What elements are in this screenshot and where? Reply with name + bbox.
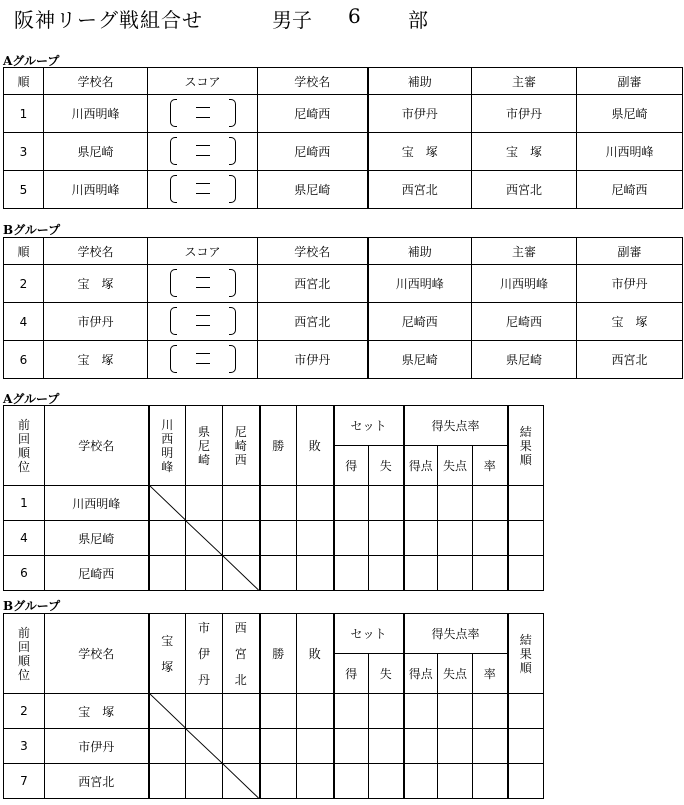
standings-a-table — [3, 405, 544, 591]
header-set-won: 得 — [334, 654, 369, 694]
result-cell — [508, 556, 544, 591]
match-order: 1 — [4, 95, 44, 133]
header-prev-rank — [4, 406, 45, 486]
sub-referee-team: 川西明峰 — [577, 133, 683, 171]
points-for-cell — [404, 729, 438, 764]
header-opponent — [149, 406, 186, 486]
result-cell — [186, 694, 223, 729]
match-order: 3 — [4, 133, 44, 171]
points-against-cell — [438, 556, 473, 591]
win-cell — [260, 764, 297, 799]
header-prev-rank — [4, 614, 45, 694]
header-team1: 学校名 — [44, 238, 148, 265]
header-point-ratio: 得失点率 — [404, 406, 508, 446]
rate-cell — [473, 694, 508, 729]
prev-rank: 2 — [4, 694, 45, 729]
diagonal-cell — [149, 486, 186, 521]
header-opponent — [223, 614, 260, 694]
referee-team: 宝 塚 — [472, 133, 577, 171]
team1-name: 川西明峰 — [44, 95, 148, 133]
assist-team: 川西明峰 — [368, 265, 472, 303]
header-referee: 主審 — [472, 68, 577, 95]
loss-cell — [297, 729, 334, 764]
loss-cell — [297, 486, 334, 521]
set-won-cell — [334, 486, 369, 521]
score-cell — [148, 341, 258, 379]
result-cell — [508, 486, 544, 521]
prev-rank: 1 — [4, 486, 45, 521]
header-set: セット — [334, 614, 404, 654]
set-won-cell — [334, 556, 369, 591]
result-cell — [508, 521, 544, 556]
school-name: 県尼崎 — [45, 521, 149, 556]
score-cell — [148, 133, 258, 171]
set-lost-cell — [369, 729, 404, 764]
set-lost-cell — [369, 764, 404, 799]
set-lost-cell — [369, 486, 404, 521]
schedule-b-group-label: Bグループ — [3, 223, 61, 237]
prev-rank: 3 — [4, 729, 45, 764]
diagonal-cell — [223, 764, 260, 799]
diagonal-cell — [186, 729, 223, 764]
match-row — [4, 95, 683, 133]
header-row — [4, 68, 683, 95]
score-bracket — [168, 135, 238, 165]
gender-label: 男子 — [272, 8, 312, 32]
header-points-against: 失点 — [438, 446, 473, 486]
header-set-lost: 失 — [369, 446, 404, 486]
points-for-cell — [404, 556, 438, 591]
header-row-top — [4, 406, 544, 446]
header-point-ratio: 得失点率 — [404, 614, 508, 654]
set-won-cell — [334, 764, 369, 799]
vertical-text: 前 回 順 位 — [17, 417, 30, 474]
schedule-b-table — [3, 237, 683, 379]
loss-cell — [297, 556, 334, 591]
win-cell — [260, 694, 297, 729]
score-cell — [148, 95, 258, 133]
header-rate: 率 — [473, 446, 508, 486]
header-school: 学校名 — [45, 406, 149, 486]
prev-rank: 6 — [4, 556, 45, 591]
result-cell — [149, 521, 186, 556]
set-won-cell — [334, 694, 369, 729]
score-bracket — [168, 343, 238, 373]
result-cell — [508, 694, 544, 729]
schedule-a-group-label: Aグループ — [3, 54, 60, 68]
win-cell — [260, 521, 297, 556]
result-cell — [223, 729, 260, 764]
loss-cell — [297, 764, 334, 799]
points-for-cell — [404, 764, 438, 799]
vertical-text: 尼 崎 西 — [234, 424, 247, 467]
assist-team: 宝 塚 — [368, 133, 472, 171]
points-for-cell — [404, 521, 438, 556]
standing-row — [4, 486, 544, 521]
points-against-cell — [438, 729, 473, 764]
set-lost-cell — [369, 556, 404, 591]
diagonal-line — [223, 556, 259, 590]
sub-referee-team: 西宮北 — [577, 341, 683, 379]
header-set-lost: 失 — [369, 654, 404, 694]
header-row — [4, 238, 683, 265]
result-cell — [149, 764, 186, 799]
header-loss: 敗 — [297, 614, 334, 694]
match-row — [4, 133, 683, 171]
points-for-cell — [404, 486, 438, 521]
result-cell — [223, 694, 260, 729]
score-cell — [148, 303, 258, 341]
win-cell — [260, 729, 297, 764]
vertical-text: 前 回 順 位 — [17, 625, 30, 682]
header-score: スコア — [148, 68, 258, 95]
team1-name: 市伊丹 — [44, 303, 148, 341]
assist-team: 尼崎西 — [368, 303, 472, 341]
header-sub-referee: 副審 — [577, 238, 683, 265]
sub-referee-team: 尼崎西 — [577, 171, 683, 209]
score-bracket — [168, 267, 238, 297]
header-order: 順 — [4, 238, 44, 265]
diagonal-line — [223, 764, 259, 798]
referee-team: 県尼崎 — [472, 341, 577, 379]
header-assist: 補助 — [368, 238, 472, 265]
title-text: 阪神リーグ戦組合せ — [14, 8, 203, 32]
header-set: セット — [334, 406, 404, 446]
header-result — [508, 406, 544, 486]
prev-rank: 7 — [4, 764, 45, 799]
set-won-cell — [334, 521, 369, 556]
score-cell — [148, 171, 258, 209]
header-row-top — [4, 614, 544, 654]
team1-name: 宝 塚 — [44, 341, 148, 379]
sub-referee-team: 県尼崎 — [577, 95, 683, 133]
result-cell — [186, 556, 223, 591]
header-team1: 学校名 — [44, 68, 148, 95]
school-name: 西宮北 — [45, 764, 149, 799]
sub-referee-team: 宝 塚 — [577, 303, 683, 341]
standing-row — [4, 694, 544, 729]
team2-name: 尼崎西 — [258, 95, 368, 133]
header-team2: 学校名 — [258, 238, 368, 265]
team2-name: 西宮北 — [258, 265, 368, 303]
standings-b-group-label: Bグループ — [3, 599, 61, 613]
diagonal-line — [186, 521, 222, 555]
schedule-a-table — [3, 67, 683, 209]
vertical-text: 川 西 明 峰 — [161, 417, 174, 474]
diagonal-cell — [186, 521, 223, 556]
header-opponent — [186, 614, 223, 694]
standing-row — [4, 521, 544, 556]
diagonal-line — [150, 694, 186, 728]
match-order: 4 — [4, 303, 44, 341]
score-bracket — [168, 97, 238, 127]
match-row — [4, 171, 683, 209]
header-sub-referee: 副審 — [577, 68, 683, 95]
standing-row — [4, 556, 544, 591]
assist-team: 市伊丹 — [368, 95, 472, 133]
result-cell — [223, 486, 260, 521]
rate-cell — [473, 521, 508, 556]
team2-name: 尼崎西 — [258, 133, 368, 171]
team1-name: 宝 塚 — [44, 265, 148, 303]
rate-cell — [473, 486, 508, 521]
standings-a-group-label: Aグループ — [3, 392, 60, 406]
team1-name: 県尼崎 — [44, 133, 148, 171]
vertical-text: 県 尼 崎 — [197, 424, 210, 467]
match-row — [4, 265, 683, 303]
match-order: 6 — [4, 341, 44, 379]
rate-cell — [473, 729, 508, 764]
score-cell — [148, 265, 258, 303]
standing-row — [4, 764, 544, 799]
referee-team: 市伊丹 — [472, 95, 577, 133]
team2-name: 県尼崎 — [258, 171, 368, 209]
rate-cell — [473, 764, 508, 799]
points-against-cell — [438, 764, 473, 799]
header-score: スコア — [148, 238, 258, 265]
vertical-text: 市 伊 丹 — [197, 620, 210, 687]
result-cell — [186, 486, 223, 521]
division-label: 部 — [408, 8, 428, 32]
header-school: 学校名 — [45, 614, 149, 694]
win-cell — [260, 556, 297, 591]
diagonal-line — [186, 729, 222, 763]
header-rate: 率 — [473, 654, 508, 694]
header-points-for: 得点 — [404, 446, 438, 486]
header-points-for: 得点 — [404, 654, 438, 694]
header-win: 勝 — [260, 614, 297, 694]
diagonal-cell — [223, 556, 260, 591]
set-won-cell — [334, 729, 369, 764]
team2-name: 市伊丹 — [258, 341, 368, 379]
assist-team: 県尼崎 — [368, 341, 472, 379]
loss-cell — [297, 521, 334, 556]
header-assist: 補助 — [368, 68, 472, 95]
vertical-text: 西 宮 北 — [234, 620, 247, 687]
header-points-against: 失点 — [438, 654, 473, 694]
match-row — [4, 303, 683, 341]
points-for-cell — [404, 694, 438, 729]
standings-b-table — [3, 613, 544, 799]
score-bracket — [168, 305, 238, 335]
loss-cell — [297, 694, 334, 729]
set-lost-cell — [369, 694, 404, 729]
header-referee: 主審 — [472, 238, 577, 265]
result-cell — [149, 556, 186, 591]
referee-team: 尼崎西 — [472, 303, 577, 341]
header-opponent — [149, 614, 186, 694]
result-cell — [508, 764, 544, 799]
vertical-text: 結 果 順 — [519, 424, 532, 467]
division-number: 6 — [348, 4, 361, 28]
rate-cell — [473, 556, 508, 591]
header-order: 順 — [4, 68, 44, 95]
school-name: 市伊丹 — [45, 729, 149, 764]
points-against-cell — [438, 486, 473, 521]
header-team2: 学校名 — [258, 68, 368, 95]
page-title — [14, 4, 203, 33]
school-name: 宝 塚 — [45, 694, 149, 729]
referee-team: 川西明峰 — [472, 265, 577, 303]
referee-team: 西宮北 — [472, 171, 577, 209]
header-win: 勝 — [260, 406, 297, 486]
diagonal-line — [150, 486, 186, 520]
win-cell — [260, 486, 297, 521]
header-loss: 敗 — [297, 406, 334, 486]
vertical-text: 結 果 順 — [519, 632, 532, 675]
school-name: 尼崎西 — [45, 556, 149, 591]
team2-name: 西宮北 — [258, 303, 368, 341]
result-cell — [149, 729, 186, 764]
score-bracket — [168, 173, 238, 203]
match-order: 2 — [4, 265, 44, 303]
header-opponent — [186, 406, 223, 486]
header-result — [508, 614, 544, 694]
standing-row — [4, 729, 544, 764]
match-order: 5 — [4, 171, 44, 209]
diagonal-cell — [149, 694, 186, 729]
team1-name: 川西明峰 — [44, 171, 148, 209]
match-row — [4, 341, 683, 379]
result-cell — [186, 764, 223, 799]
header-set-won: 得 — [334, 446, 369, 486]
points-against-cell — [438, 694, 473, 729]
result-cell — [223, 521, 260, 556]
school-name: 川西明峰 — [45, 486, 149, 521]
header-opponent — [223, 406, 260, 486]
result-cell — [508, 729, 544, 764]
assist-team: 西宮北 — [368, 171, 472, 209]
set-lost-cell — [369, 521, 404, 556]
sub-referee-team: 市伊丹 — [577, 265, 683, 303]
prev-rank: 4 — [4, 521, 45, 556]
points-against-cell — [438, 521, 473, 556]
vertical-text: 宝 塚 — [161, 633, 174, 674]
